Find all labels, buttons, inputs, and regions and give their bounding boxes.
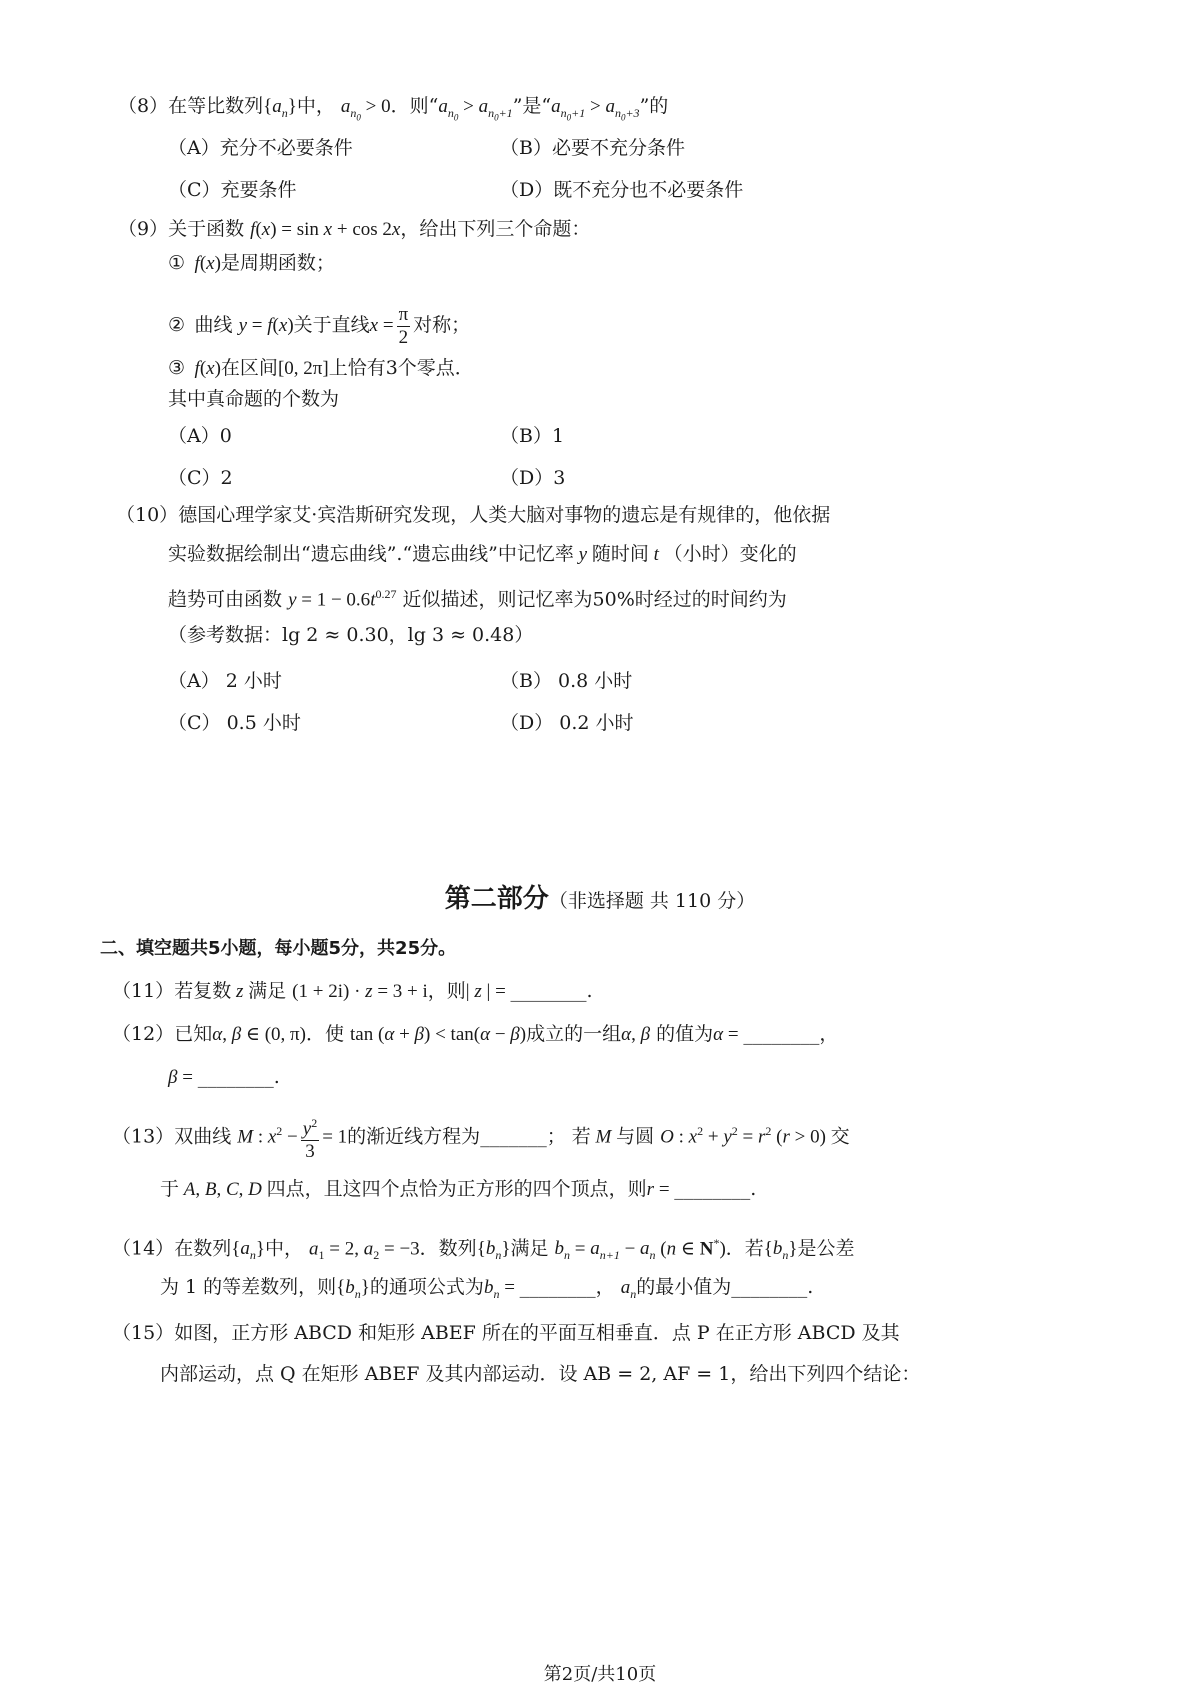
q10-text: 近似描述，则记忆率为50%时经过的时间约为 <box>402 588 787 611</box>
q9-text: 关于函数 <box>168 218 245 240</box>
q8-text: ”是“ <box>512 95 552 117</box>
q9-item1: ① f(x)是周期函数； <box>168 252 335 274</box>
q9-item2-text: 曲线 <box>194 314 233 336</box>
q8-option-c: （C）充要条件 <box>168 179 297 201</box>
q15-line2: 内部运动，点 Q 在矩形 ABEF 及其内部运动．设 AB = 2, AF = 1，给出下列四个结论： <box>160 1363 921 1385</box>
q10-text: 实验数据绘制出“遗忘曲线”.“遗忘曲线”中记忆率 <box>168 543 574 565</box>
q8-option-b: （B）必要不充分条件 <box>500 137 685 159</box>
q10-text: 随时间 <box>591 543 649 565</box>
fill-in-heading: 二、填空题共5小题，每小题5分，共25分。 <box>100 938 457 959</box>
q12-answer-blank-beta[interactable]: ________. <box>197 1066 280 1088</box>
q9-item3: ③ f(x)在区间[0, 2π]上恰有3个零点． <box>168 357 474 379</box>
q13-line1: （13）双曲线 M : $x^2$ − $\frac{y^2}{3}$ = 1的渐近线方程为_______； 若 M 与圆 O : $x^2 + y^2 = r^2$ (r > 0) 交 <box>112 1104 850 1158</box>
q9-item2-text: 对称； <box>413 314 471 336</box>
page-number-footer: 第2页/共10页 <box>543 1664 657 1685</box>
q8-line1: （8）在等比数列$\{a_n\}$中， $a_{n_0} > 0$．则“$a_{n_0} > a_{n_0+1}$”是“$a_{n_0+1} > a_{n_0+3}$”的 <box>118 95 669 123</box>
q9-item3-text: 上恰有3个零点． <box>328 357 474 379</box>
q13-answer-blank-r[interactable]: ________. <box>674 1178 757 1200</box>
q10-line1 <box>116 502 830 528</box>
q14-text: 的最小值为 <box>636 1276 732 1298</box>
q9-question: 其中真命题的个数为 <box>168 388 340 410</box>
q11-text: 若复数 <box>174 980 232 1002</box>
q13-text: 与圆 <box>616 1125 655 1148</box>
q12-answer-blank-alpha[interactable]: ________， <box>743 1023 839 1045</box>
q14-text: 中， <box>264 1237 303 1260</box>
q9-item2-text: 关于直线 <box>293 314 370 336</box>
q11-text: ，则 <box>427 980 466 1002</box>
q13-text: 的渐近线方程为 <box>347 1125 481 1148</box>
q13-text: 双曲线 <box>174 1125 232 1148</box>
q13-number: （13） <box>112 1125 175 1148</box>
q8-text: 中， <box>296 95 335 117</box>
q8-number: （8） <box>118 95 169 117</box>
part2-title-main: 第二部分 <box>444 884 549 914</box>
q8-text: 在等比数列 <box>168 95 264 117</box>
q14-text: 满足 <box>510 1237 549 1260</box>
q14-text: ．若 <box>725 1237 764 1260</box>
q15-text: 如图，正方形 ABCD 和矩形 ABEF 所在的平面互相垂直．点 P 在正方形 ABCD 及其 <box>174 1322 900 1344</box>
q10-option-c: （C） 0.5 小时 <box>168 712 301 734</box>
q14-number: （14） <box>112 1237 175 1260</box>
part2-title-sub: （非选择题 共 110 分） <box>548 890 756 912</box>
q10-line2: 实验数据绘制出“遗忘曲线”.“遗忘曲线”中记忆率 y 随时间 t （小时）变化的 <box>168 543 797 565</box>
q11-number: （11） <box>112 980 175 1002</box>
q9-option-d: （D）3 <box>500 467 566 489</box>
q10-option-a: （A） 2 小时 <box>168 670 282 692</box>
q9-option-b: （B）1 <box>500 425 565 447</box>
q12-line1: （12）已知α, β ∈ (0, π)．使 tan (α + β) < tan(α − β)成立的一组α, β 的值为α = ________， <box>112 1023 839 1045</box>
q8-text: ．则“ <box>390 95 439 117</box>
q9-item2: ② 曲线 y = f(x)关于直线x = $\frac{\pi}{2}$ 对称； <box>168 303 471 348</box>
q11-text: 满足 <box>248 980 287 1002</box>
q10-reference-data: （参考数据：lg 2 ≈ 0.30，lg 3 ≈ 0.48） <box>168 624 534 646</box>
q10-text: 德国心理学家艾·宾浩斯研究发现，人类大脑对事物的遗忘是有规律的，他依据 <box>178 504 831 526</box>
q12-text: 成立的一组 <box>526 1023 622 1045</box>
q12-line2: β = ________. <box>168 1066 280 1088</box>
q14-line2: 为 1 的等差数列，则$\{b_n\}$的通项公式为$b_n$ = ________， $a_n$的最小值为________. <box>160 1276 814 1301</box>
q9-option-c: （C）2 <box>168 467 233 489</box>
q9-option-a: （A）0 <box>168 425 232 447</box>
q15-number: （15） <box>112 1322 175 1344</box>
q14-answer-blank-bn[interactable]: ________， <box>519 1276 615 1298</box>
q9-item3-text: 在区间 <box>220 357 278 379</box>
q8-option-d: （D）既不充分也不必要条件 <box>500 179 744 201</box>
q10-option-d: （D） 0.2 小时 <box>500 712 634 734</box>
q14-line1: （14）在数列$\{a_n\}$中， $a_1 = 2$, $a_2 = -3$．数列$\{b_n\}$满足 $b_n = a_{n+1} - a_n$ (n ∈ N*)．若$\{b_n\}$是公差 <box>112 1236 855 1263</box>
q11-answer-blank[interactable]: ________. <box>510 980 593 1002</box>
q13-text: 四点，且这四个点恰为正方形的四个顶点，则 <box>266 1178 647 1200</box>
part2-title <box>0 878 1200 915</box>
q9-item1-text: 是周期函数； <box>220 252 335 274</box>
q11-line1: （11）若复数 z 满足 (1 + 2i) · z = 3 + i，则| z | = ________. <box>112 980 593 1002</box>
q10-number: （10） <box>116 504 179 526</box>
q13-answer-blank-asymptote[interactable]: _______； <box>480 1125 566 1148</box>
q13-text: 交 <box>830 1125 850 1148</box>
q14-text: 是公差 <box>797 1237 855 1260</box>
q9-text: ，给出下列三个命题： <box>400 218 591 240</box>
q14-text: 在数列 <box>174 1237 232 1260</box>
q9-line1: （9）关于函数 f(x) = sin x + cos 2x，给出下列三个命题： <box>118 218 591 240</box>
q14-text: 的通项公式为 <box>369 1276 484 1298</box>
q10-text: 趋势可由函数 <box>168 588 283 611</box>
q15-line1 <box>112 1320 900 1346</box>
q14-text: 为 1 的等差数列，则 <box>160 1276 337 1298</box>
q14-text: ．数列 <box>419 1237 477 1260</box>
q12-text: 的值为 <box>656 1023 714 1045</box>
q10-text: （小时）变化的 <box>663 543 797 565</box>
q13-text: 若 <box>571 1125 591 1148</box>
q9-number: （9） <box>118 218 169 240</box>
q8-text: ”的 <box>639 95 669 117</box>
q12-text: 已知 <box>174 1023 213 1045</box>
q14-answer-blank-min[interactable]: ________. <box>731 1276 814 1298</box>
q13-line2: 于 A, B, C, D 四点，且这四个点恰为正方形的四个顶点，则r = ________. <box>160 1178 757 1200</box>
q8-option-a: （A）充分不必要条件 <box>168 137 353 159</box>
q13-text: 于 <box>160 1178 180 1200</box>
q10-option-b: （B） 0.8 小时 <box>500 670 633 692</box>
q12-text: ．使 <box>305 1023 344 1045</box>
q12-number: （12） <box>112 1023 175 1045</box>
q10-line3: 趋势可由函数 $y = 1 - 0.6t^{0.27}$ 近似描述，则记忆率为50%时经过的时间约为 <box>168 587 787 611</box>
